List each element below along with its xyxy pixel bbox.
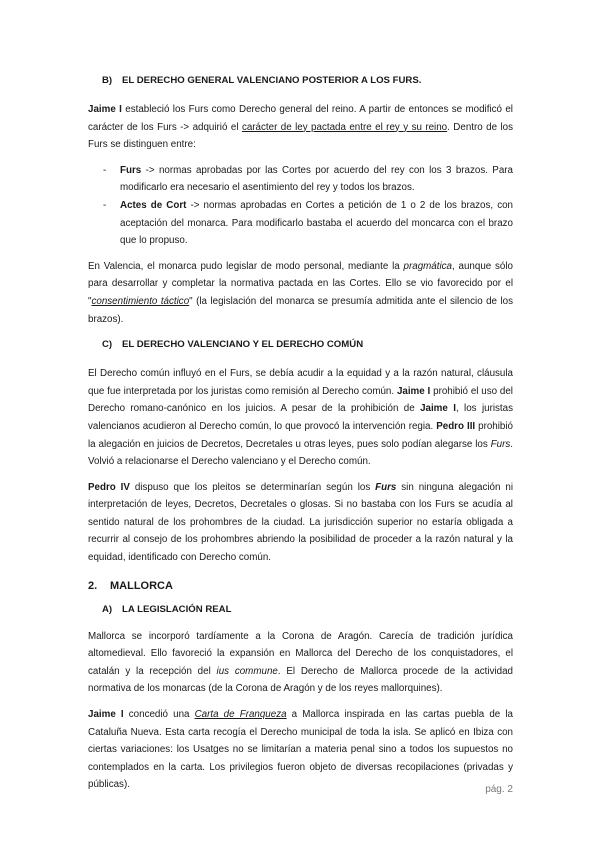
section-heading-b <box>88 72 513 89</box>
text-run: En Valencia, el monarca pudo legislar de modo personal, mediante la <box>88 260 404 272</box>
heading-label: B) <box>102 75 113 86</box>
section-heading-mallorca <box>88 577 513 595</box>
italic-underlined-text: consentimiento táctico <box>91 295 190 307</box>
paragraph-pedro-iv <box>88 479 513 567</box>
text-run: a Mallorca inspirada en las cartas puebla de la Cataluña Nueva. Esta carta recogía el Derecho municipal de toda la isla. Se aplicó en Ibiza con ciertas variaciones: los Usatges no se limitarían a materia penal sino a todos los supuestos no contemplados en la carta. Los privilegios fueron objeto de diversas recopilaciones (privadas y públicas). <box>88 709 513 791</box>
text-run: prohibió el uso del Derecho romano-canónico en los juicios. A pesar de la prohibición de <box>88 385 513 415</box>
heading-title: MALLORCA <box>110 579 173 592</box>
bold-text: Jaime I <box>420 403 456 415</box>
heading-label: C) <box>102 339 113 351</box>
text-run: , aunque sólo para desarrollar y completar la normativa pactada en las Cortes. Ello se vio favorecido por el " <box>88 260 513 307</box>
section-heading-a <box>88 601 513 618</box>
text-run: dispuso que los pleitos se determinarían según los <box>129 481 376 493</box>
bold-text: Jaime I <box>88 709 124 721</box>
text-run: concedió una <box>123 709 195 721</box>
text-run: El Derecho común influyó en el Furs, se debía acudir a la equidad y a la razón natural, cláusula que fue interpretada por los juristas como remisión al Derecho común. <box>88 368 513 397</box>
section-heading-c <box>88 336 513 353</box>
underlined-text: carácter de ley pactada entre el rey y su reino <box>241 121 448 133</box>
heading-label: A) <box>102 603 113 615</box>
list-marker: - <box>103 164 107 176</box>
text-run: , los juristas valencianos acudieron al Derecho común, lo que provocó la intervención regia. <box>88 403 513 432</box>
italic-underlined-text: Carta de Franqueza <box>194 709 287 721</box>
heading-title: LA LEGISLACIÓN REAL <box>122 603 232 615</box>
text-run: estableció los Furs como Derecho general del reino. A partir de entonces se modificó el carácter de los Furs -> adquirió el <box>88 104 513 133</box>
text-run: Mallorca se incorporó tardíamente a la Corona de Aragón. Carecía de tradición jurídica altomedieval. Ello favoreció la expansión en Mallorca del Derecho de los conquistadores, el catalán y la recepción del <box>88 630 513 677</box>
paragraph-furs <box>88 101 513 154</box>
list-item <box>88 197 513 250</box>
list-marker: - <box>103 199 107 211</box>
bold-text: Pedro III <box>436 420 476 432</box>
bold-text: Jaime I <box>88 104 122 115</box>
list-term: Actes de Cort <box>120 199 187 211</box>
text-run: sin ninguna alegación ni interpretación de leyes, Decretos, Decretales o glosas. Si no bastaba con los Furs se acudía al sentido natural de los prohombres de la ciudad. La jurisdicción superior no estaría obligada a recurrir al consejo de los prohombres abriendo la posibilidad de proceder a la razón natural y la equidad, identificado con Derecho común. <box>88 481 513 564</box>
page-content <box>88 68 513 794</box>
list-text: -> normas aprobadas en Cortes a petición de 1 o 2 de los brazos, con aceptación del monarca. Para modificarlo bastaba el acuerdo del moncarca con el brazo que lo propuso. <box>120 199 513 247</box>
furs-list <box>88 162 513 250</box>
paragraph-pragmatica <box>88 258 513 328</box>
list-text: -> normas aprobadas por las Cortes por acuerdo del rey con los 3 brazos. Para modificarlo era necesario el asentimiento del rey y todos los brazos. <box>120 164 513 194</box>
text-run: " (la legislación del monarca se presumía admitida ante el silencio de los brazos). <box>88 295 513 325</box>
text-run: . Volvió a relacionarse el Derecho valenciano y el Derecho común. <box>88 438 513 468</box>
paragraph-derecho-comun <box>88 365 513 471</box>
list-item <box>88 162 513 197</box>
paragraph-mallorca <box>88 628 513 698</box>
heading-label: 2. <box>88 579 98 592</box>
paragraph-carta-franqueza <box>88 706 513 794</box>
italic-text: Furs <box>490 438 511 450</box>
text-run: prohibió la alegación en juicios de Decretos, Decretales u otras leyes, pues solo podían alegarse los <box>88 420 513 450</box>
heading-title: EL DERECHO GENERAL VALENCIANO POSTERIOR A LOS FURS. <box>122 75 422 86</box>
heading-title: EL DERECHO VALENCIANO Y EL DERECHO COMÚN <box>122 339 364 351</box>
list-term: Furs <box>120 164 142 176</box>
text-run: . El Derecho de Mallorca procede de la actividad normativa de los monarcas (de la Corona de Aragón y de los reyes mallorquines). <box>88 665 513 695</box>
text-run: . Dentro de los Furs se distinguen entre: <box>88 121 513 151</box>
italic-text: pragmática <box>403 260 452 272</box>
italic-text: ius commune <box>216 665 278 677</box>
page-number: pág. 2 <box>485 784 513 795</box>
bold-text: Jaime I <box>396 385 431 397</box>
bold-text: Pedro IV <box>88 481 130 493</box>
bold-italic-text: Furs <box>375 481 397 493</box>
